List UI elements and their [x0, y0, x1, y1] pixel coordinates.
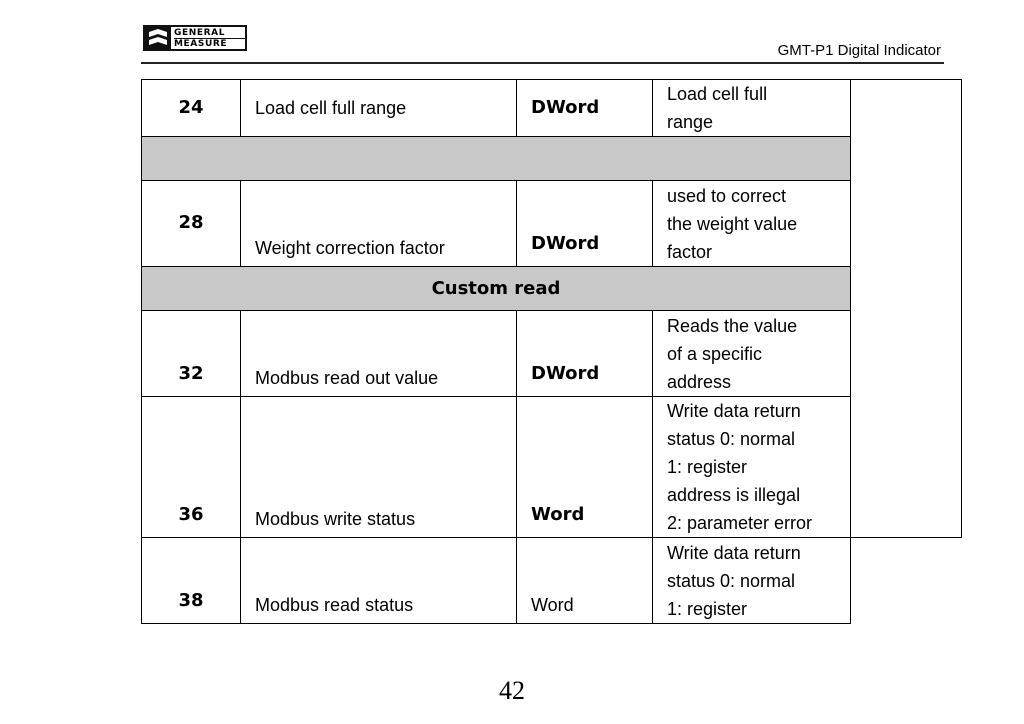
description-cell [653, 397, 851, 538]
table-row [142, 397, 962, 538]
description-line: the weight value [667, 213, 798, 234]
offset-cell: 38 [142, 538, 241, 624]
description-cell [653, 311, 851, 397]
page-number: 42 [499, 676, 525, 705]
type-cell: DWord [517, 311, 653, 397]
description-cell [653, 80, 851, 137]
header-divider [141, 62, 944, 64]
brand-logo [143, 25, 247, 51]
offset-cell: 36 [142, 397, 241, 538]
notes-column-cell [851, 80, 962, 538]
offset-cell: 24 [142, 80, 241, 137]
table-row [142, 538, 962, 624]
description-line: status 0: normal [667, 570, 796, 591]
description-line: status 0: normal [667, 429, 796, 449]
description-line: Load cell full [667, 84, 768, 104]
name-cell: Modbus write status [241, 397, 517, 538]
separator-row [142, 137, 962, 181]
description-line: address is illegal [667, 485, 801, 505]
offset-cell: 32 [142, 311, 241, 397]
offset-cell: 28 [142, 181, 241, 267]
table-row [142, 311, 962, 397]
table-row [142, 80, 962, 137]
name-cell: Modbus read status [241, 538, 517, 624]
section-header-row [142, 267, 962, 311]
name-cell: Weight correction factor [241, 181, 517, 267]
type-cell: DWord [517, 80, 653, 137]
description-cell [653, 538, 851, 624]
type-cell: Word [517, 397, 653, 538]
type-cell: DWord [517, 181, 653, 267]
type-cell: Word [517, 538, 653, 624]
description-line: range [667, 112, 714, 132]
name-cell: Load cell full range [241, 80, 517, 137]
register-table [141, 79, 962, 624]
table-row [142, 181, 962, 267]
description-line: of a specific [667, 343, 763, 364]
description-line: 1: register [667, 457, 748, 477]
description-cell [653, 181, 851, 267]
section-title: Custom read [142, 267, 851, 311]
description-line: Write data return [667, 401, 801, 421]
name-cell: Modbus read out value [241, 311, 517, 397]
blank-gray-band [142, 137, 851, 181]
description-line: 1: register [667, 598, 748, 619]
description-line: Write data return [667, 542, 801, 563]
document-title: GMT-P1 Digital Indicator [777, 42, 941, 59]
description-line: factor [667, 241, 713, 262]
logo-text-line1: GENERAL [174, 28, 245, 39]
description-line: 2: parameter error [667, 513, 813, 533]
description-line: Reads the value [667, 315, 798, 336]
description-line: used to correct [667, 185, 787, 206]
description-line: address [667, 371, 732, 392]
logo-mark-icon [145, 27, 171, 49]
logo-text-line2: MEASURE [174, 38, 228, 49]
